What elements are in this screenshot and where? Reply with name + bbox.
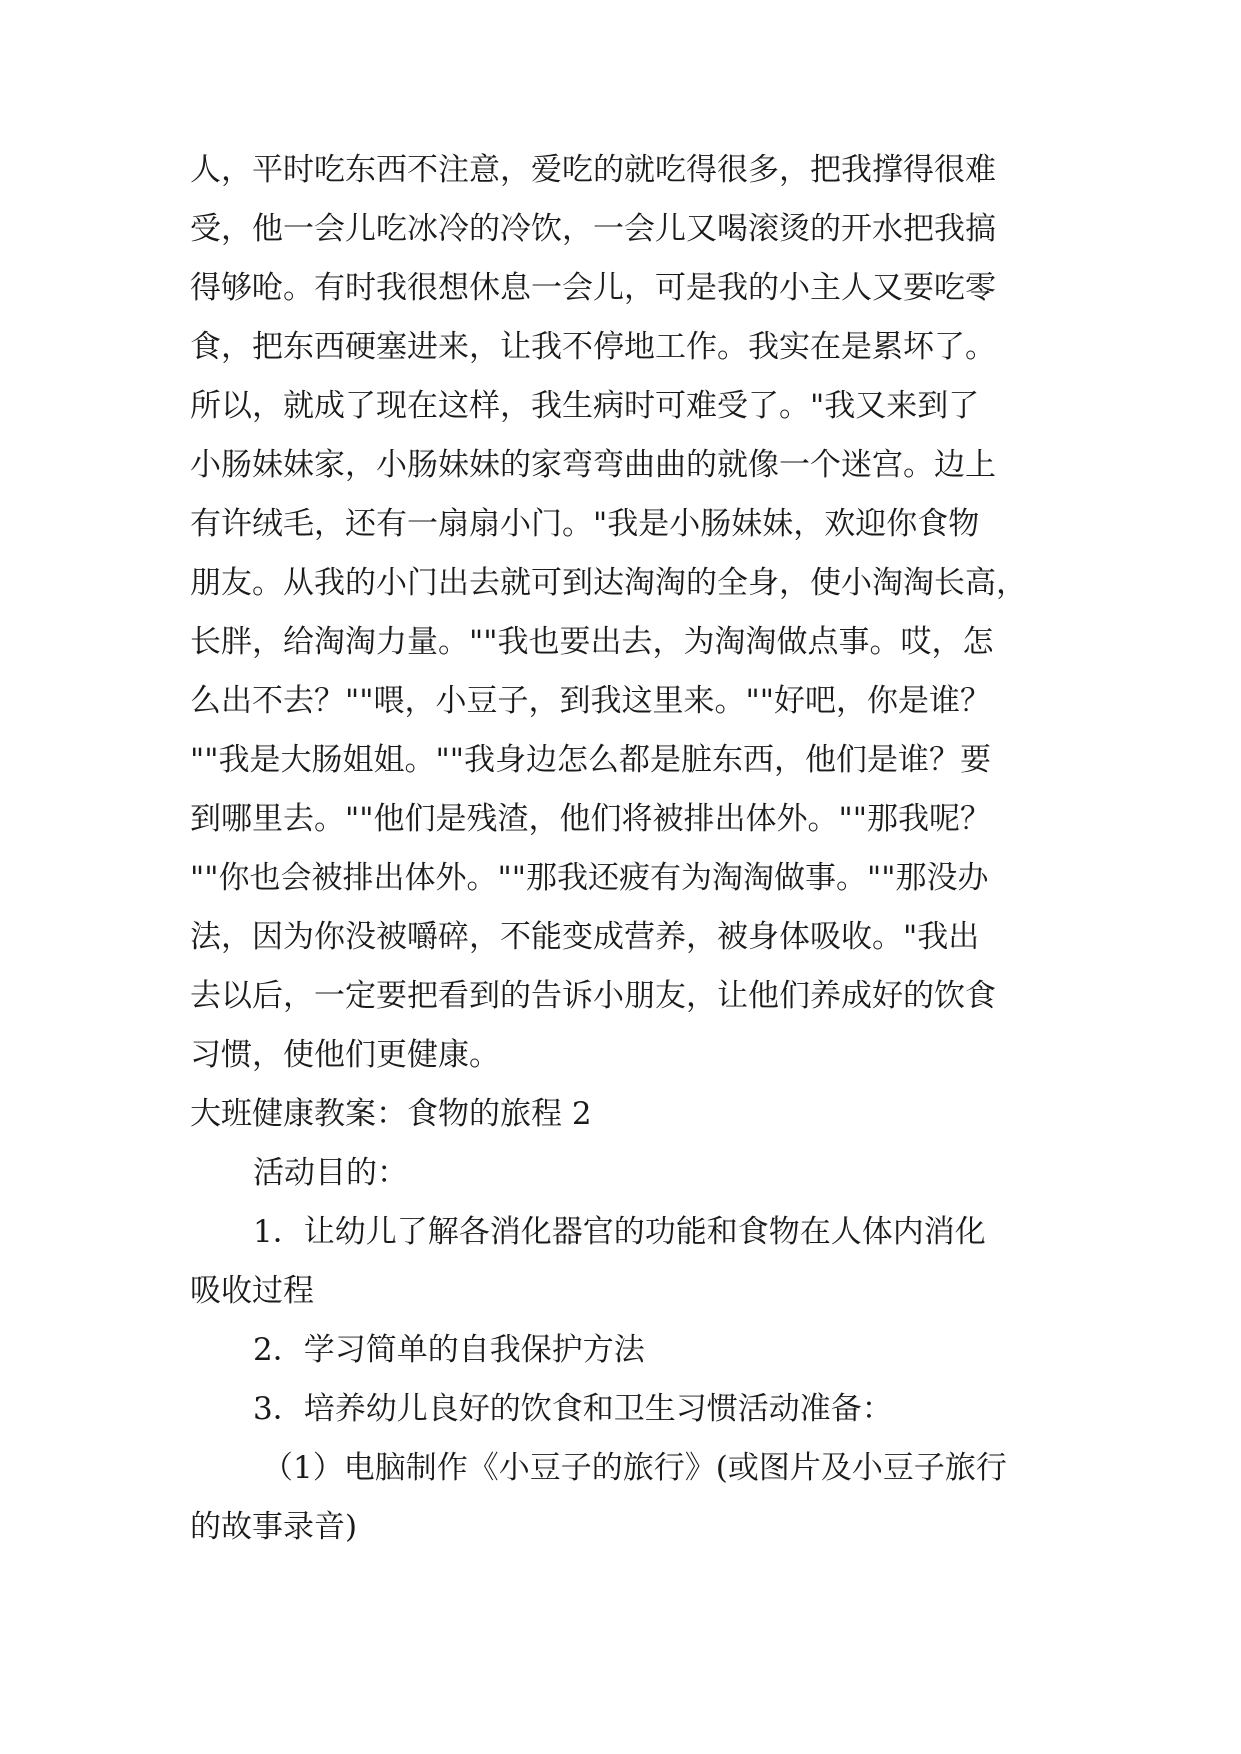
body-line: 去以后，一定要把看到的告诉小朋友，让他们养成好的饮食 (190, 978, 996, 1014)
body-line: 食，把东西硬塞进来，让我不停地工作。我实在是累坏了。 (190, 329, 996, 365)
body-line: 习惯，使他们更健康。 (190, 1037, 500, 1073)
body-line: 受，他一会儿吃冰冷的冷饮，一会儿又喝滚烫的开水把我搞 (190, 211, 996, 247)
section-title: 大班健康教案：食物的旅程 2 (190, 1096, 592, 1132)
body-line: 得够呛。有时我很想休息一会儿，可是我的小主人又要吃零 (190, 270, 996, 306)
body-line: ""我是大肠姐姐。""我身边怎么都是脏东西，他们是谁？要 (190, 742, 992, 778)
prep-item-1-continued: 的故事录音) (190, 1509, 358, 1545)
prep-item-1: （1）电脑制作《小豆子的旅行》(或图片及小豆子旅行 (262, 1450, 1007, 1486)
body-line: 所以，就成了现在这样，我生病时可难受了。"我又来到了 (190, 388, 980, 424)
body-line: 有许绒毛，还有一扇扇小门。"我是小肠妹妹，欢迎你食物 (190, 506, 980, 542)
body-line: 人，平时吃东西不注意，爱吃的就吃得很多，把我撑得很难 (190, 152, 996, 188)
body-line: 到哪里去。""他们是残渣，他们将被排出体外。""那我呢？ (190, 801, 992, 837)
body-line: 朋友。从我的小门出去就可到达淘淘的全身，使小淘淘长高， (190, 565, 1027, 601)
body-line: 长胖，给淘淘力量。""我也要出去，为淘淘做点事。哎，怎 (190, 624, 994, 660)
body-line: 小肠妹妹家，小肠妹妹的家弯弯曲曲的就像一个迷宫。边上 (190, 447, 996, 483)
goal-item-1: 1．让幼儿了解各消化器官的功能和食物在人体内消化 (253, 1214, 986, 1250)
goal-item-3: 3．培养幼儿良好的饮食和卫生习惯活动准备： (253, 1391, 893, 1427)
body-line: ""你也会被排出体外。""那我还疲有为淘淘做事。""那没办 (190, 860, 989, 896)
body-line: 法，因为你没被嚼碎，不能变成营养，被身体吸收。"我出 (190, 919, 980, 955)
body-line: 么出不去？""喂，小豆子，到我这里来。""好吧，你是谁？ (190, 683, 992, 719)
goal-item-1-continued: 吸收过程 (190, 1273, 314, 1309)
goal-item-2: 2．学习简单的自我保护方法 (253, 1332, 645, 1368)
goals-heading: 活动目的： (253, 1155, 408, 1191)
